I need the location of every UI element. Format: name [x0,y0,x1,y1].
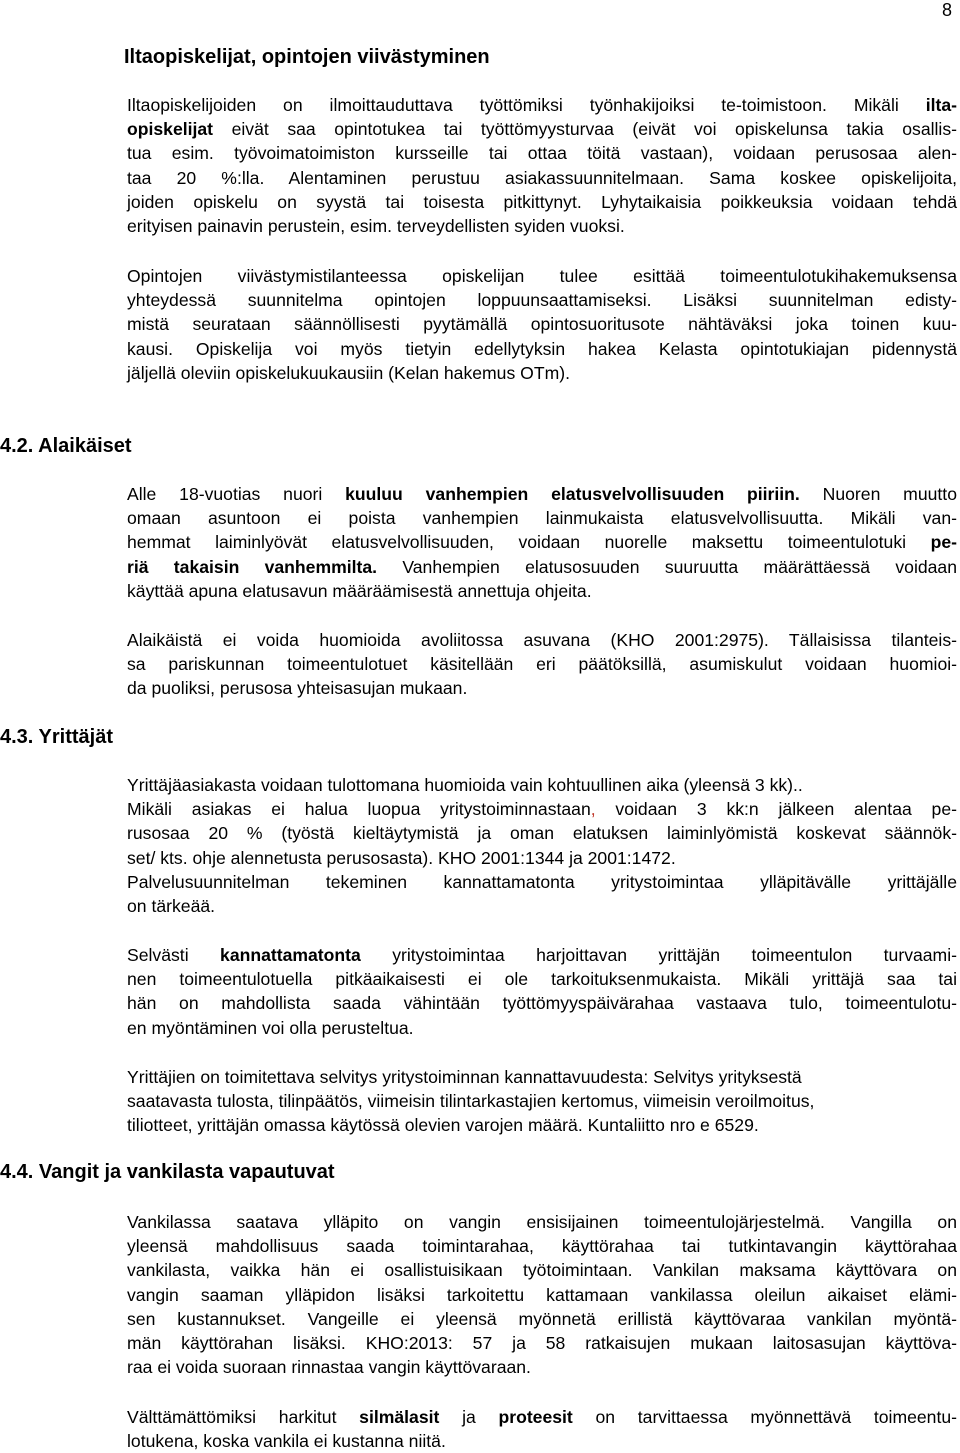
text-line: riä takaisin vanhemmilta. Vanhempien elatusosuuden suuruutta määrättäessä voidaan [127,556,957,577]
text-line: nen toimeentulotuella pitkäaikaisesti ei ole tarkoituksenmukaista. Mikäli yrittäjä saa tai [127,969,957,990]
text-line: tiliotteet, yrittäjän omassa käytössä olevien varojen määrä. Kuntaliitto nro e 6529. [127,1115,759,1136]
page-number: 8 [941,0,952,20]
text-line: Palvelusuunnitelman tekeminen kannattamatonta yritystoimintaa ylläpitävälle yrittäjälle [127,871,957,892]
paragraph-yrittajat-3 [127,1065,957,1138]
text-line: joiden opiskelu on syystä tai toisesta pitkittynyt. Lyhytaikaisia poikkeuksia voidaan tehdä [127,191,957,212]
text-line: Yrittäjien on toimitettava selvitys yritystoiminnan kannattavuudesta: Selvitys yrityksestä [127,1067,802,1087]
section-heading-alaikaiset: 4.2. Alaikäiset [0,435,132,457]
text-line: sen kustannukset. Vangeille ei yleensä myönnetä erillistä käyttövaraa vankilan myöntä- [127,1308,957,1329]
text-line: erityisen painavin perustein, esim. terveydellisten syiden vuoksi. [127,216,625,237]
text-line: Välttämättömiksi harkitut silmälasit ja proteesit on tarvittaessa myönnettävä toimeentu- [127,1407,957,1427]
paragraph-iltaopiskelijat-1 [127,93,957,238]
text-line: vangin saaman ylläpidon lisäksi tarkoitettu kattamaan vankilassa oleilun aikaiset elämi- [127,1284,957,1305]
section-heading-yrittajat: 4.3. Yrittäjät [0,726,114,748]
text-line: da puoliksi, perusosa yhteisasujan mukaan. [127,678,468,699]
text-line: kausi. Opiskelija voi myös tietyin edellytyksin hakea Kelasta opintotukiajan pidennystä [127,338,957,359]
text-line: on tärkeää. [127,896,216,917]
section-heading-vangit: 4.4. Vangit ja vankilasta vapautuvat [0,1161,335,1183]
text-line: yhteydessä suunnitelma opintojen loppuunsaattamiseksi. Lisäksi suunnitelman edisty- [127,290,957,311]
text-line: rusosaa 20 % (työstä kieltäytymistä ja oman elatuksen laiminlyömistä koskevat säännök- [127,823,957,844]
text-line: Vankilassa saatava ylläpito on vangin ensisijainen toimeentulojärjestelmä. Vangilla on [127,1212,957,1232]
text-line: taa 20 %:lla. Alentaminen perustuu asiakassuunnitelmaan. Sama koskee opiskelijoita, [127,167,957,188]
text-line: hemmat laiminlyövät elatusvelvollisuuden, voidaan nuorelle maksettu toimeentulotuki pe- [127,532,957,553]
text-line: raa ei voida suoraan rinnastaa vangin käyttövaraan. [127,1357,531,1378]
section-heading-iltaopiskelijat: Iltaopiskelijat, opintojen viivästyminen [124,46,490,68]
paragraph-vangit-2 [127,1405,957,1453]
text-line: en myöntäminen voi olla perusteltua. [127,1017,414,1038]
text-line: opiskelijat eivät saa opintotukea tai työttömyysturvaa (eivät voi opiskelunsa takia osallis- [127,119,957,140]
text-line: mistä seurataan säännöllisesti pyytämällä opintosuoritusote nähtäväksi joka toinen kuu- [127,314,957,335]
text-line: Selvästi kannattamatonta yritystoimintaa harjoittavan yrittäjän toimeentulon turvaami- [127,945,957,965]
text-line: Alle 18-vuotias nuori kuuluu vanhempien elatusvelvollisuuden piiriin. Nuoren muutto [127,484,957,504]
paragraph-vangit-1 [127,1210,957,1379]
text-line: Mikäli asiakas ei halua luopua yritystoiminnastaan, voidaan 3 kk:n jälkeen alentaa pe- [127,799,957,820]
text-line: Alaikäistä ei voida huomioida avoliitossa asuvana (KHO 2001:2975). Tällaisissa tilanteis- [127,630,957,650]
text-line: Yrittäjäasiakasta voidaan tulottomana huomioida vain kohtuullinen aika (yleensä 3 kk).. [127,775,803,795]
text-line: saatavasta tulosta, tilinpäätös, viimeisin tilintarkastajien kertomus, viimeisin veroilmoitus, [127,1091,815,1112]
text-line: jäljellä oleviin opiskelukuukausiin (Kelan hakemus OTm). [127,362,570,383]
text-line: hän on mahdollista saada vähintään työttömyyspäivärahaa vastaava tulo, toimeentulotu- [127,993,957,1014]
paragraph-yrittajat-1 [127,773,957,918]
paragraph-alaikaiset-1 [127,482,957,603]
text-line: lotukena, koska vankila ei kustanna niitä. [127,1431,446,1452]
text-line: sa pariskunnan toimeentulotuet käsitellään eri päätöksillä, asumiskulut voidaan huomioi- [127,654,957,675]
text-line: män käyttörahan lisäksi. KHO:2013: 57 ja 58 ratkaisujen mukaan laitosasujan käyttöva- [127,1333,957,1354]
text-line: Opintojen viivästymistilanteessa opiskelijan tulee esittää toimeentulotukihakemuksensa [127,266,957,286]
paragraph-iltaopiskelijat-2 [127,264,957,385]
paragraph-yrittajat-2 [127,943,957,1040]
text-line: omaan asuntoon ei poista vanhempien lainmukaista elatusvelvollisuutta. Mikäli van- [127,508,957,529]
text-line: tua esim. työvoimatoimiston kursseille tai ottaa töitä vastaan), voidaan perusosaa alen- [127,143,957,164]
text-line: yleensä mahdollisuus saada toimintarahaa, käyttörahaa tai tutkintavangin käyttörahaa [127,1236,957,1257]
text-line: Iltaopiskelijoiden on ilmoittauduttava työttömiksi työnhakijoiksi te-toimistoon. Mikäli ilta- [127,95,957,115]
text-line: käyttää apuna elatusavun määräämisestä annettuja ohjeita. [127,580,592,601]
text-line: vankilasta, vaikka hän ei osallistuisikaan työtoimintaan. Vankilan maksama käyttövara on [127,1260,957,1281]
paragraph-alaikaiset-2 [127,628,957,701]
text-line: set/ kts. ohje alennetusta perusosasta). KHO 2001:1344 ja 2001:1472. [127,847,676,868]
